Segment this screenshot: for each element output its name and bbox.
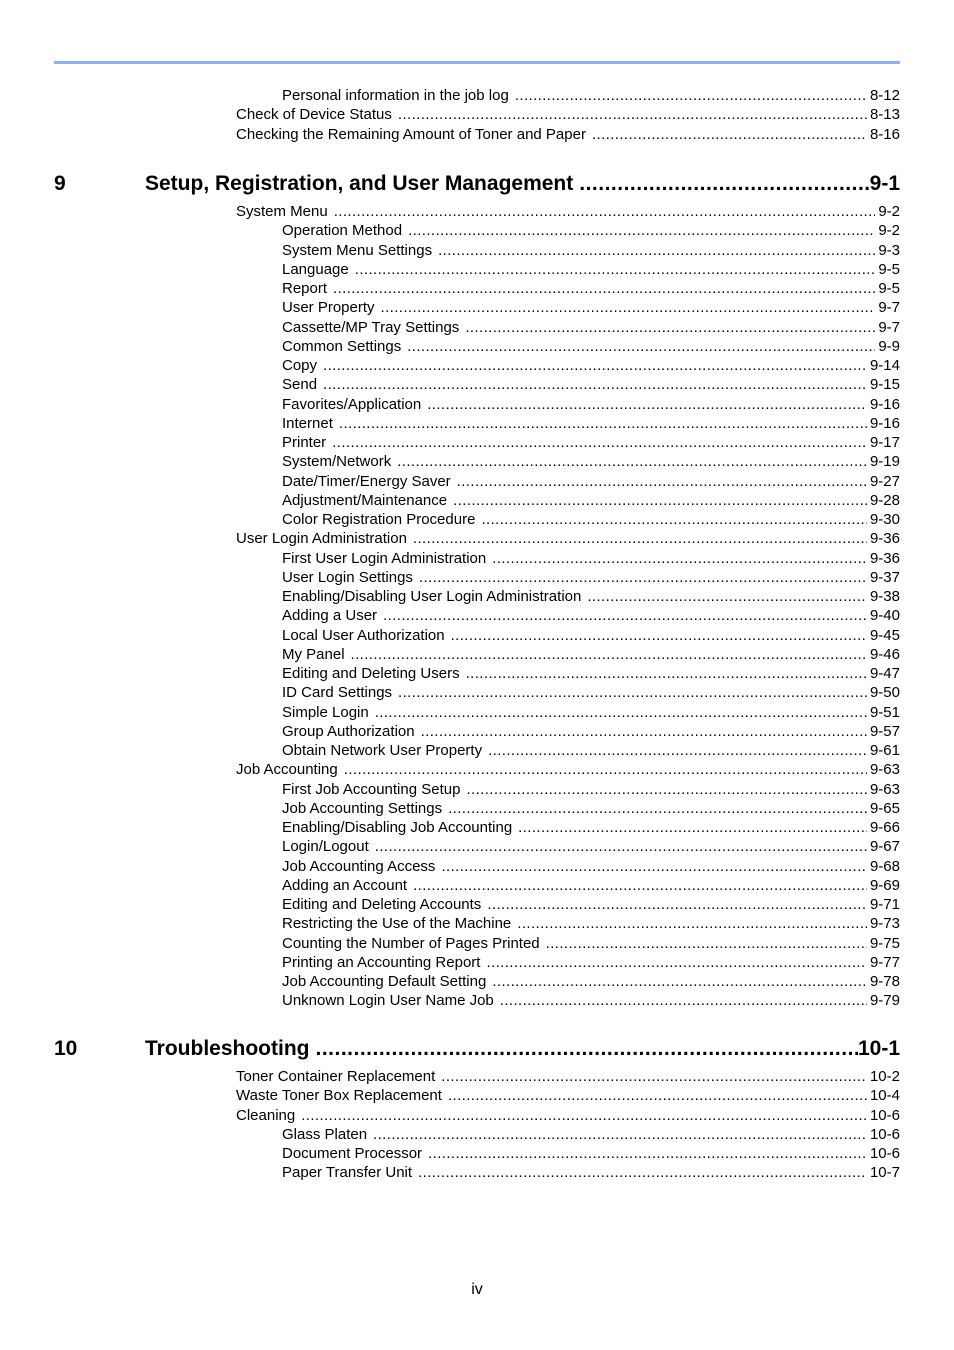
toc-entry-page: 9-79 [869,992,900,1010]
chapter-9-heading[interactable] [54,170,900,198]
toc-entry-title: Local User Authorization [282,626,445,644]
toc-entry-title: Send [282,376,318,394]
toc-entry-page: 9-40 [869,607,900,625]
toc-entry[interactable] [282,626,900,645]
toc-entry-title: User Login Settings [282,568,413,586]
toc-entry-page: 10-6 [869,1125,900,1143]
toc-entry[interactable] [282,1125,900,1144]
toc-entry-page: 9-9 [878,337,900,355]
toc-entry-title: ID Card Settings [282,684,393,702]
toc-entry-title: Editing and Deleting Users [282,665,460,682]
toc-entry[interactable] [282,414,900,433]
toc-entry-title: Printer [282,434,327,451]
toc-entry-page: 9-45 [869,626,900,644]
toc-entry[interactable] [236,125,900,144]
dot-leader [375,837,867,856]
toc-entry-title: Job Accounting Default Setting [282,973,487,990]
toc-entry-title: Group Authorization [282,722,415,740]
toc-entry-page: 9-65 [869,799,900,817]
toc-entry-title: Restricting the Use of the Machine [282,915,512,933]
toc-entry-page: 9-15 [869,376,900,394]
toc-entry-title: Check of Device Status [236,106,392,124]
dot-leader [448,1086,867,1105]
chapter-title: Setup, Registration, and User Management [145,172,574,195]
dot-leader [413,529,867,548]
toc-entry-page: 9-78 [869,973,900,990]
toc-entry-title: Glass Platen [282,1125,368,1143]
toc-entry-page: 9-37 [869,568,900,586]
toc-entry-page: 9-14 [869,357,900,374]
toc-entry[interactable] [282,991,900,1010]
toc-entry[interactable] [282,395,900,414]
toc-entry-title: Job Accounting Access [282,857,436,875]
toc-entry-page: 10-6 [869,1145,900,1162]
toc-entry-page: 9-51 [869,703,900,721]
toc-entry[interactable] [282,914,900,933]
dot-leader [515,86,867,105]
toc-entry-page: 9-7 [878,318,900,336]
toc-entry[interactable] [282,934,900,953]
toc-entry[interactable] [282,664,900,683]
toc-entry-page: 9-38 [869,588,900,605]
toc-entry-title: Date/Timer/Energy Saver [282,472,451,490]
toc-entry-page: 9-3 [878,241,900,259]
toc-entry-title: Enabling/Disabling Job Accounting [282,819,513,836]
toc-entry-title: Simple Login [282,703,369,721]
toc-entry-page: 9-19 [869,453,900,471]
toc-entry-page: 8-12 [869,87,900,104]
toc-entry[interactable] [282,645,900,664]
dot-leader [418,1163,867,1182]
dot-leader [466,780,867,799]
toc-entry-page: 9-36 [869,549,900,567]
toc-entry[interactable] [282,741,900,760]
toc-entry-page: 9-67 [869,838,900,856]
toc-entry-page: 8-13 [869,106,900,124]
toc-entry-page: 9-27 [869,472,900,490]
toc-entry-title: Editing and Deleting Accounts [282,896,482,913]
toc-entry-title: Internet [282,414,333,432]
dot-leader [488,741,867,760]
chapter-10-heading[interactable] [54,1035,900,1063]
toc-entry-page: 9-69 [869,876,900,894]
toc-entry-title: Printing an Accounting Report [282,953,481,971]
dot-leader [500,991,867,1010]
toc-entry-title: Toner Container Replacement [236,1068,436,1085]
toc-entry-page: 9-66 [869,819,900,836]
dot-leader [486,953,867,972]
toc-entry-title: Adding an Account [282,876,408,894]
toc-entry[interactable] [282,799,900,818]
toc-entry-title: Personal information in the job log [282,87,509,104]
toc-entry[interactable] [282,703,900,722]
toc-entry[interactable] [282,260,900,279]
toc-entry-page: 9-50 [869,684,900,702]
toc-entry-title: Obtain Network User Property [282,742,483,759]
toc-entry-page: 9-75 [869,934,900,952]
toc-entry[interactable] [282,318,900,337]
toc-entry[interactable] [236,1106,900,1125]
toc-entry-page: 10-7 [869,1164,900,1182]
toc-entry-title: Favorites/Application [282,395,422,413]
dot-leader [323,375,867,394]
toc-entry-title: Language [282,260,349,278]
dot-leader [375,703,867,722]
dot-leader [441,1067,867,1086]
dot-leader [428,1144,867,1163]
toc-entry-page: 9-36 [869,530,900,548]
dot-leader [332,433,867,452]
dot-leader [427,395,867,414]
dot-leader [546,934,867,953]
toc-entry-page: 9-16 [869,395,900,413]
dot-leader [592,125,867,144]
chapter-page: 10-1 [857,1037,900,1060]
toc-entry-title: Copy [282,357,318,374]
toc-entry[interactable] [282,972,900,991]
dot-leader [448,799,867,818]
toc-entry[interactable] [282,356,900,375]
toc-entry-title: First Job Accounting Setup [282,780,461,798]
dot-leader [413,876,867,895]
toc-entry-title: Job Accounting Settings [282,799,443,817]
toc-entry-page: 9-68 [869,857,900,875]
dot-leader [465,318,875,337]
toc-entry-page: 9-63 [869,761,900,779]
toc-entry[interactable] [282,241,900,260]
toc-entry-title: User Property [282,299,375,317]
toc-entry-title: Paper Transfer Unit [282,1164,413,1182]
dot-leader [407,337,875,356]
toc-entry[interactable] [282,549,900,568]
toc-entry-title: Cassette/MP Tray Settings [282,318,460,336]
toc-entry-title: System Menu [236,203,328,220]
toc-entry-title: Report [282,280,328,297]
dot-leader [323,356,867,375]
toc-entry-page: 9-47 [869,665,900,682]
toc-entry[interactable] [282,587,900,606]
toc-entry-page: 9-5 [878,280,900,297]
toc-entry-title: System/Network [282,453,392,471]
dot-leader [421,722,867,741]
toc-entry-page: 9-71 [869,896,900,913]
toc-entry-title: Operation Method [282,222,403,240]
toc-entry-title: Enabling/Disabling User Login Administration [282,588,582,605]
toc-entry[interactable] [282,279,900,298]
chapter-number: 10 [54,1037,78,1060]
dot-leader [438,241,875,260]
toc-entry[interactable] [282,221,900,240]
dot-leader [408,221,875,240]
toc-entry-page: 9-5 [878,260,900,278]
dot-leader [355,260,876,279]
toc-entry-page: 10-2 [869,1068,900,1085]
toc-entry[interactable] [236,105,900,124]
dot-leader [579,170,869,198]
toc-entry[interactable] [236,202,900,221]
dot-leader [419,568,867,587]
toc-entry-page: 9-63 [869,780,900,798]
toc-entry-title: Counting the Number of Pages Printed [282,934,540,952]
dot-leader [457,472,867,491]
toc-entry[interactable] [282,510,900,529]
dot-leader [334,202,876,221]
toc-entry-page: 9-2 [878,203,900,220]
toc-entry-page: 9-16 [869,414,900,432]
toc-entry[interactable] [282,895,900,914]
toc-entry[interactable] [282,780,900,799]
toc-entry-title: Adjustment/Maintenance [282,491,448,509]
toc-entry[interactable] [282,375,900,394]
toc-entry-title: Login/Logout [282,838,369,856]
toc-entry-title: Unknown Login User Name Job [282,992,494,1010]
toc-entry-page: 9-73 [869,915,900,933]
dot-leader [518,818,867,837]
toc-entry[interactable] [282,298,900,317]
toc-entry-title: User Login Administration [236,530,407,548]
toc-entry[interactable] [236,760,900,779]
toc-entry[interactable] [282,337,900,356]
toc-entry-title: Cleaning [236,1106,296,1124]
toc-entry-page: 9-77 [869,953,900,971]
dot-leader [333,279,875,298]
toc-entry[interactable] [282,86,900,105]
toc-entry[interactable] [282,1144,900,1163]
dot-leader [373,1125,867,1144]
toc-entry-page: 10-6 [869,1106,900,1124]
toc-entry[interactable] [282,452,900,471]
chapter-number: 9 [54,172,66,195]
dot-leader [517,914,867,933]
toc-entry-title: First User Login Administration [282,549,487,567]
toc-entry[interactable] [282,433,900,452]
dot-leader [398,683,867,702]
dot-leader [397,452,867,471]
dot-leader [381,298,876,317]
toc-entry[interactable] [282,606,900,625]
toc-entry[interactable] [236,1086,900,1105]
toc-entry-page: 9-46 [869,645,900,663]
toc-entry[interactable] [236,1067,900,1086]
chapter-page: 9-1 [869,172,900,195]
dot-leader [492,972,867,991]
toc-entry[interactable] [282,818,900,837]
toc-entry-title: Checking the Remaining Amount of Toner and Paper [236,125,586,143]
dot-leader [315,1035,857,1063]
toc-entry-title: System Menu Settings [282,241,433,259]
toc-entry[interactable] [282,491,900,510]
dot-leader [492,549,867,568]
toc-entry[interactable] [282,953,900,972]
toc-entry[interactable] [282,876,900,895]
toc-entry-title: Color Registration Procedure [282,511,476,528]
dot-leader [339,414,867,433]
dot-leader [383,606,867,625]
dot-leader [451,626,867,645]
toc-entry-page: 10-4 [869,1087,900,1105]
toc-entry-title: Common Settings [282,337,402,355]
dot-leader [441,857,867,876]
toc-entry[interactable] [282,722,900,741]
toc-entry-page: 8-16 [869,125,900,143]
toc-entry[interactable] [236,529,900,548]
dot-leader [466,664,867,683]
dot-leader [344,760,867,779]
dot-leader [351,645,867,664]
dot-leader [453,491,867,510]
toc-entry-page: 9-17 [869,434,900,451]
chapter-title: Troubleshooting [145,1037,310,1060]
toc-entry-title: Job Accounting [236,761,338,779]
dot-leader [301,1106,867,1125]
toc-entry[interactable] [282,1163,900,1182]
toc-entry-page: 9-7 [878,299,900,317]
dot-leader [398,105,867,124]
header-rule [54,61,900,64]
page-number: iv [471,1281,483,1298]
dot-leader [487,895,867,914]
toc-entry-title: Document Processor [282,1145,423,1162]
toc-entry-page: 9-61 [869,742,900,759]
dot-leader [587,587,867,606]
toc-entry-title: Adding a User [282,607,378,625]
toc-entry[interactable] [282,472,900,491]
toc-entry-page: 9-30 [869,511,900,528]
toc-entry-title: Waste Toner Box Replacement [236,1087,442,1105]
toc-entry[interactable] [282,683,900,702]
toc-entry[interactable] [282,857,900,876]
toc-entry[interactable] [282,568,900,587]
dot-leader [481,510,867,529]
toc-entry-title: My Panel [282,645,345,663]
toc-entry-page: 9-28 [869,491,900,509]
toc-entry-page: 9-57 [869,722,900,740]
toc-entry-page: 9-2 [878,222,900,240]
toc-entry[interactable] [282,837,900,856]
